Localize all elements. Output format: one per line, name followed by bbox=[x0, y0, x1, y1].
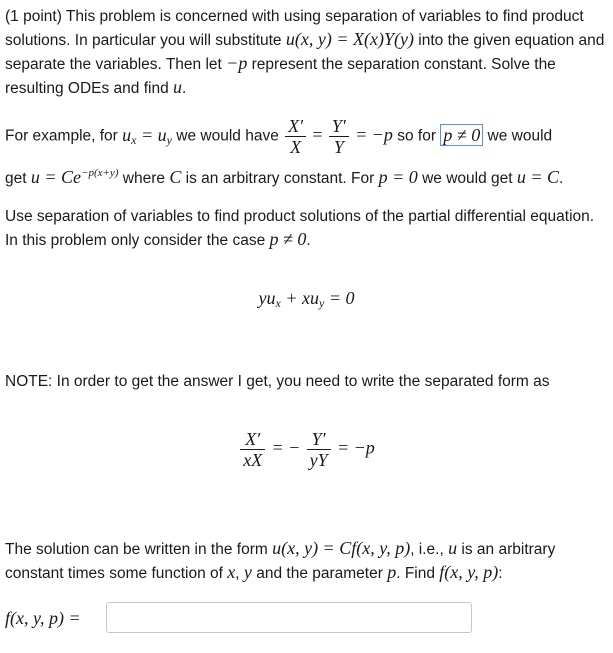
instruction-text: Use separation of variables to find product solutions of the partial differential equation. In this problem only consider the case bbox=[5, 208, 595, 249]
example-constant: C bbox=[169, 167, 182, 187]
example-equals: = bbox=[312, 124, 323, 145]
example-text-f: where bbox=[122, 170, 165, 187]
example-text-g: is an arbitrary constant. For bbox=[185, 170, 375, 187]
pde-equation: $yu_x + xu_y = 0$ bbox=[258, 288, 355, 310]
example-line-2 bbox=[5, 162, 609, 190]
separated-fraction-y: $\frac{Y'}{yY}$ bbox=[307, 429, 331, 470]
instruction-end: . bbox=[306, 232, 311, 249]
example-text-c: so for bbox=[397, 127, 437, 145]
example-text-e: get bbox=[5, 170, 27, 187]
solution-paragraph bbox=[5, 537, 609, 585]
example-rhs: = −p bbox=[355, 124, 393, 145]
intro-text-b: into the given equation and separate the variables. Then let bbox=[5, 32, 605, 73]
substitution-formula: u(x, y) = X(x)Y(y) bbox=[285, 29, 414, 49]
solution-comma: , bbox=[235, 565, 240, 582]
example-text-h: we would get bbox=[422, 170, 513, 187]
instruction-paragraph bbox=[5, 206, 609, 252]
solution-text-a: The solution can be written in the form bbox=[5, 541, 268, 558]
example-solution: $u = Ce^{-p(x+y)}$ bbox=[30, 167, 119, 187]
example-fraction-x: $\frac{X'}{X}$ bbox=[285, 116, 306, 157]
example-text-b: we would have bbox=[176, 127, 279, 145]
intro-paragraph bbox=[5, 6, 609, 100]
example-end: . bbox=[559, 170, 564, 187]
intro-u: u bbox=[173, 77, 183, 97]
separated-fraction-x: $\frac{X'}{xX}$ bbox=[240, 429, 265, 470]
intro-text-c: represent the separation constant. Solve the resulting ODEs and find bbox=[5, 56, 556, 97]
solution-form: u(x, y) = Cf(x, y, p) bbox=[272, 538, 411, 558]
solution-p: p bbox=[387, 562, 397, 582]
solution-text-c: is an arbitrary constant times some function of bbox=[5, 541, 556, 582]
example-line-1 bbox=[5, 116, 609, 157]
solution-colon: : bbox=[498, 565, 503, 582]
solution-y: y bbox=[243, 562, 252, 582]
solution-text-e: . Find bbox=[396, 565, 435, 582]
example-text-a: For example, for bbox=[5, 127, 118, 145]
separation-constant: −p bbox=[226, 53, 248, 73]
separated-rhs: = −p bbox=[336, 437, 375, 458]
answer-label: f(x, y, p) = bbox=[5, 608, 81, 628]
solution-text-b: , i.e., bbox=[410, 541, 444, 558]
solution-text-d: and the parameter bbox=[256, 565, 383, 582]
solution-u: u bbox=[448, 538, 458, 558]
example-condition: p ≠ 0 bbox=[440, 124, 483, 146]
instruction-condition: p ≠ 0 bbox=[269, 229, 307, 249]
example-fraction-y: $\frac{Y'}{Y}$ bbox=[329, 116, 349, 157]
example-pde: $u_x = u_y$ bbox=[122, 124, 172, 147]
separated-equals: = − bbox=[271, 437, 301, 458]
intro-text-a: This problem is concerned with using separation of variables to find product solutions. In particular you will substitute bbox=[5, 8, 584, 49]
note-text: NOTE: In order to get the answer I get, you need to write the separated form as bbox=[5, 373, 550, 390]
points-label: (1 point) bbox=[5, 8, 62, 25]
example-text-d: we would bbox=[487, 127, 553, 145]
separated-form bbox=[0, 429, 613, 470]
solution-f: f(x, y, p) bbox=[439, 562, 499, 582]
example-p-zero: p = 0 bbox=[378, 167, 418, 187]
solution-x: x bbox=[227, 562, 236, 582]
example-u-equals-c: u = C bbox=[516, 167, 560, 187]
intro-end: . bbox=[182, 80, 187, 97]
answer-input[interactable] bbox=[106, 602, 472, 633]
